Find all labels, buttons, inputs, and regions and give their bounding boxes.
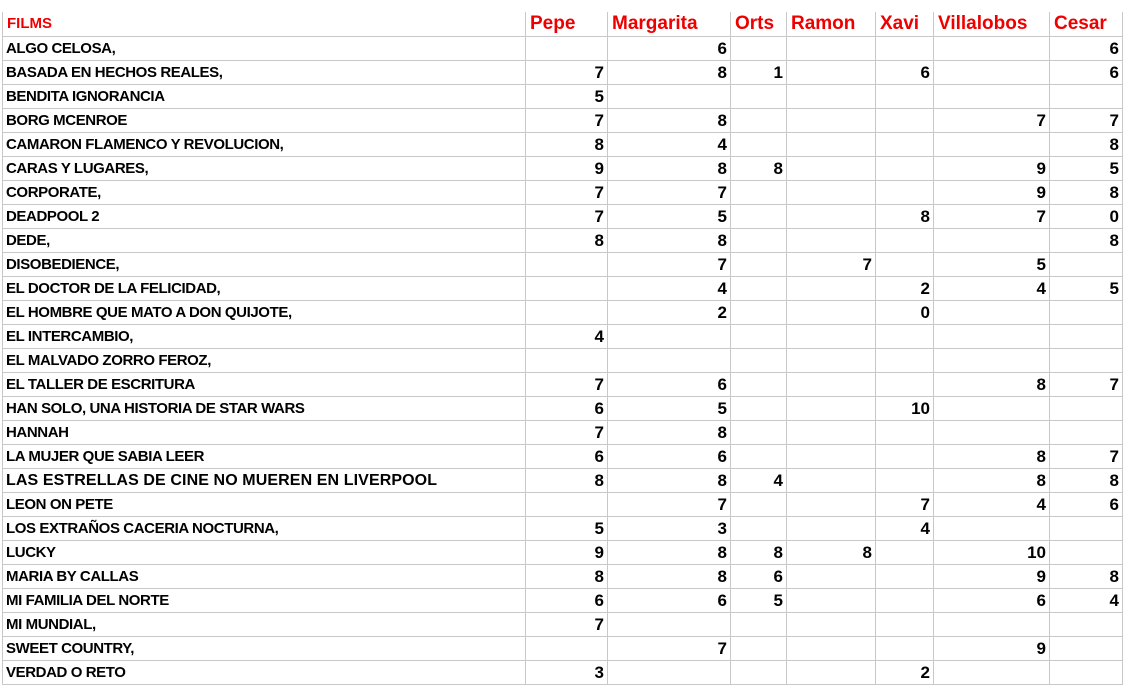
rating-cell[interactable]	[876, 445, 934, 469]
rating-cell[interactable]: 3	[608, 517, 731, 541]
rating-cell[interactable]	[787, 133, 876, 157]
rating-cell[interactable]: 8	[731, 541, 787, 565]
rating-cell[interactable]	[787, 349, 876, 373]
rating-cell[interactable]	[787, 421, 876, 445]
table-row	[3, 277, 1123, 301]
rating-cell[interactable]: 8	[1050, 469, 1123, 493]
film-title-cell[interactable]: LA MUJER QUE SABIA LEER	[3, 445, 526, 469]
rating-cell[interactable]: 7	[608, 181, 731, 205]
rating-cell[interactable]	[526, 253, 608, 277]
rating-cell[interactable]	[876, 373, 934, 397]
rating-cell[interactable]	[934, 661, 1050, 685]
rating-cell[interactable]: 6	[526, 589, 608, 613]
rating-cell[interactable]	[731, 613, 787, 637]
film-title-cell[interactable]: CARAS Y LUGARES,	[3, 157, 526, 181]
rating-cell[interactable]	[876, 253, 934, 277]
film-title-cell[interactable]: DEADPOOL 2	[3, 205, 526, 229]
film-title-cell[interactable]: CORPORATE,	[3, 181, 526, 205]
rating-cell[interactable]	[731, 517, 787, 541]
rating-cell[interactable]	[934, 133, 1050, 157]
rating-cell[interactable]	[731, 445, 787, 469]
table-row	[3, 205, 1123, 229]
rating-cell[interactable]	[731, 277, 787, 301]
rating-cell[interactable]	[876, 325, 934, 349]
rating-cell[interactable]: 6	[608, 373, 731, 397]
rating-cell[interactable]	[876, 637, 934, 661]
rating-cell[interactable]	[934, 301, 1050, 325]
rating-cell[interactable]	[876, 349, 934, 373]
table-row	[3, 253, 1123, 277]
table-row	[3, 349, 1123, 373]
rating-cell[interactable]	[731, 85, 787, 109]
rating-cell[interactable]: 7	[934, 109, 1050, 133]
table-row	[3, 397, 1123, 421]
rating-cell[interactable]	[731, 229, 787, 253]
table-row	[3, 37, 1123, 61]
rating-cell[interactable]	[1050, 421, 1123, 445]
rating-cell[interactable]	[608, 325, 731, 349]
rating-cell[interactable]	[787, 589, 876, 613]
rating-cell[interactable]: 3	[526, 661, 608, 685]
rating-cell[interactable]	[876, 85, 934, 109]
rating-cell[interactable]	[876, 565, 934, 589]
rating-cell[interactable]	[787, 397, 876, 421]
rating-cell[interactable]: 7	[934, 205, 1050, 229]
rating-cell[interactable]: 0	[1050, 205, 1123, 229]
table-row	[3, 373, 1123, 397]
rating-cell[interactable]	[787, 517, 876, 541]
rating-cell[interactable]: 8	[608, 229, 731, 253]
rating-cell[interactable]	[787, 205, 876, 229]
rating-cell[interactable]: 8	[934, 373, 1050, 397]
rating-cell[interactable]: 8	[934, 469, 1050, 493]
rating-cell[interactable]: 4	[934, 493, 1050, 517]
table-row	[3, 445, 1123, 469]
rating-cell[interactable]: 8	[608, 109, 731, 133]
rating-cell[interactable]	[787, 325, 876, 349]
table-row	[3, 421, 1123, 445]
rating-cell[interactable]	[787, 637, 876, 661]
rating-cell[interactable]	[934, 229, 1050, 253]
rating-cell[interactable]: 9	[526, 157, 608, 181]
rating-cell[interactable]: 9	[934, 637, 1050, 661]
rating-cell[interactable]	[787, 493, 876, 517]
film-title-cell[interactable]: EL INTERCAMBIO,	[3, 325, 526, 349]
rating-cell[interactable]: 6	[608, 445, 731, 469]
header-reviewer[interactable]: Pepe	[526, 12, 608, 37]
rating-cell[interactable]: 8	[1050, 565, 1123, 589]
rating-cell[interactable]: 6	[608, 37, 731, 61]
rating-cell[interactable]: 4	[526, 325, 608, 349]
rating-cell[interactable]	[934, 517, 1050, 541]
rating-cell[interactable]: 7	[526, 205, 608, 229]
film-title-cell[interactable]: MI FAMILIA DEL NORTE	[3, 589, 526, 613]
rating-cell[interactable]: 4	[608, 133, 731, 157]
table-row	[3, 541, 1123, 565]
rating-cell[interactable]: 2	[608, 301, 731, 325]
table-row	[3, 589, 1123, 613]
rating-cell[interactable]: 6	[1050, 493, 1123, 517]
rating-cell[interactable]: 8	[731, 157, 787, 181]
rating-cell[interactable]: 10	[876, 397, 934, 421]
rating-cell[interactable]	[876, 181, 934, 205]
rating-cell[interactable]	[526, 301, 608, 325]
rating-cell[interactable]: 5	[934, 253, 1050, 277]
table-row	[3, 613, 1123, 637]
rating-cell[interactable]: 8	[526, 565, 608, 589]
film-title-cell[interactable]: BORG MCENROE	[3, 109, 526, 133]
rating-cell[interactable]	[608, 349, 731, 373]
film-title-cell[interactable]: EL HOMBRE QUE MATO A DON QUIJOTE,	[3, 301, 526, 325]
rating-cell[interactable]	[876, 421, 934, 445]
rating-cell[interactable]: 4	[1050, 589, 1123, 613]
rating-cell[interactable]	[1050, 301, 1123, 325]
rating-cell[interactable]: 4	[731, 469, 787, 493]
rating-cell[interactable]: 8	[526, 133, 608, 157]
rating-cell[interactable]	[876, 589, 934, 613]
rating-cell[interactable]	[1050, 637, 1123, 661]
table-row	[3, 325, 1123, 349]
rating-cell[interactable]: 8	[526, 469, 608, 493]
rating-cell[interactable]: 6	[1050, 37, 1123, 61]
rating-cell[interactable]	[934, 349, 1050, 373]
rating-cell[interactable]: 8	[608, 157, 731, 181]
rating-cell[interactable]: 7	[1050, 109, 1123, 133]
film-title-cell[interactable]: SWEET COUNTRY,	[3, 637, 526, 661]
film-title-cell[interactable]: EL DOCTOR DE LA FELICIDAD,	[3, 277, 526, 301]
rating-cell[interactable]	[787, 61, 876, 85]
rating-cell[interactable]: 9	[934, 157, 1050, 181]
rating-cell[interactable]	[787, 157, 876, 181]
ratings-table	[2, 12, 1123, 685]
rating-cell[interactable]: 7	[1050, 445, 1123, 469]
rating-cell[interactable]: 0	[876, 301, 934, 325]
rating-cell[interactable]	[731, 181, 787, 205]
rating-cell[interactable]	[1050, 541, 1123, 565]
film-title-cell[interactable]: LAS ESTRELLAS DE CINE NO MUEREN EN LIVERPOOL	[3, 469, 526, 493]
rating-cell[interactable]: 8	[1050, 133, 1123, 157]
rating-cell[interactable]	[934, 613, 1050, 637]
rating-cell[interactable]	[787, 445, 876, 469]
rating-cell[interactable]	[526, 37, 608, 61]
rating-cell[interactable]: 5	[1050, 157, 1123, 181]
rating-cell[interactable]	[731, 205, 787, 229]
rating-cell[interactable]	[876, 37, 934, 61]
rating-cell[interactable]	[731, 37, 787, 61]
table-row	[3, 637, 1123, 661]
rating-cell[interactable]: 5	[1050, 277, 1123, 301]
table-row	[3, 85, 1123, 109]
rating-cell[interactable]	[787, 373, 876, 397]
rating-cell[interactable]	[787, 37, 876, 61]
rating-cell[interactable]: 2	[876, 661, 934, 685]
rating-cell[interactable]: 6	[1050, 61, 1123, 85]
table-row	[3, 109, 1123, 133]
rating-cell[interactable]: 10	[934, 541, 1050, 565]
rating-cell[interactable]: 1	[731, 61, 787, 85]
rating-cell[interactable]: 6	[731, 565, 787, 589]
rating-cell[interactable]: 8	[526, 229, 608, 253]
rating-cell[interactable]	[731, 109, 787, 133]
rating-cell[interactable]	[1050, 613, 1123, 637]
rating-cell[interactable]: 6	[526, 445, 608, 469]
rating-cell[interactable]	[526, 637, 608, 661]
film-title-cell[interactable]: MARIA BY CALLAS	[3, 565, 526, 589]
rating-cell[interactable]: 9	[934, 181, 1050, 205]
rating-cell[interactable]: 6	[526, 397, 608, 421]
rating-cell[interactable]: 7	[1050, 373, 1123, 397]
rating-cell[interactable]: 7	[526, 613, 608, 637]
rating-cell[interactable]: 4	[876, 517, 934, 541]
rating-cell[interactable]	[876, 469, 934, 493]
rating-cell[interactable]: 8	[787, 541, 876, 565]
rating-cell[interactable]: 6	[934, 589, 1050, 613]
rating-cell[interactable]	[608, 661, 731, 685]
rating-cell[interactable]	[876, 541, 934, 565]
rating-cell[interactable]: 5	[608, 397, 731, 421]
rating-cell[interactable]	[608, 85, 731, 109]
rating-cell[interactable]	[1050, 661, 1123, 685]
rating-cell[interactable]: 8	[608, 469, 731, 493]
rating-cell[interactable]: 8	[876, 205, 934, 229]
rating-cell[interactable]: 4	[934, 277, 1050, 301]
header-reviewer[interactable]: Ramon	[787, 12, 876, 37]
rating-cell[interactable]	[731, 661, 787, 685]
rating-cell[interactable]: 7	[526, 109, 608, 133]
rating-cell[interactable]	[787, 613, 876, 637]
rating-cell[interactable]	[526, 493, 608, 517]
rating-cell[interactable]	[731, 637, 787, 661]
rating-cell[interactable]: 7	[526, 373, 608, 397]
film-title-cell[interactable]: LEON ON PETE	[3, 493, 526, 517]
rating-cell[interactable]	[1050, 325, 1123, 349]
rating-cell[interactable]: 5	[526, 85, 608, 109]
film-title-cell[interactable]: LUCKY	[3, 541, 526, 565]
rating-cell[interactable]	[934, 397, 1050, 421]
table-row	[3, 61, 1123, 85]
rating-cell[interactable]	[876, 613, 934, 637]
rating-cell[interactable]: 7	[876, 493, 934, 517]
rating-cell[interactable]: 8	[934, 445, 1050, 469]
rating-cell[interactable]: 5	[731, 589, 787, 613]
rating-cell[interactable]	[876, 157, 934, 181]
rating-cell[interactable]: 8	[1050, 181, 1123, 205]
rating-cell[interactable]	[787, 661, 876, 685]
film-title-cell[interactable]: BENDITA IGNORANCIA	[3, 85, 526, 109]
rating-cell[interactable]: 6	[608, 589, 731, 613]
rating-cell[interactable]: 9	[526, 541, 608, 565]
film-title-cell[interactable]: CAMARON FLAMENCO Y REVOLUCION,	[3, 133, 526, 157]
table-row	[3, 661, 1123, 685]
rating-cell[interactable]	[731, 421, 787, 445]
header-reviewer[interactable]: Villalobos	[934, 12, 1050, 37]
table-row	[3, 493, 1123, 517]
header-reviewer[interactable]: Margarita	[608, 12, 731, 37]
rating-cell[interactable]	[731, 397, 787, 421]
film-title-cell[interactable]: ALGO CELOSA,	[3, 37, 526, 61]
rating-cell[interactable]	[934, 61, 1050, 85]
rating-cell[interactable]: 2	[876, 277, 934, 301]
header-row	[3, 12, 1123, 37]
film-title-cell[interactable]: EL MALVADO ZORRO FEROZ,	[3, 349, 526, 373]
rating-cell[interactable]	[731, 373, 787, 397]
rating-cell[interactable]: 7	[787, 253, 876, 277]
header-reviewer[interactable]: Orts	[731, 12, 787, 37]
film-title-cell[interactable]: DISOBEDIENCE,	[3, 253, 526, 277]
rating-cell[interactable]: 7	[526, 421, 608, 445]
rating-cell[interactable]	[1050, 349, 1123, 373]
header-films[interactable]: FILMS	[3, 12, 526, 37]
film-title-cell[interactable]: VERDAD O RETO	[3, 661, 526, 685]
rating-cell[interactable]	[934, 85, 1050, 109]
rating-cell[interactable]	[787, 565, 876, 589]
rating-cell[interactable]	[787, 469, 876, 493]
rating-cell[interactable]	[526, 349, 608, 373]
rating-cell[interactable]: 8	[608, 61, 731, 85]
rating-cell[interactable]	[1050, 517, 1123, 541]
rating-cell[interactable]	[731, 493, 787, 517]
rating-cell[interactable]: 8	[608, 421, 731, 445]
rating-cell[interactable]	[731, 253, 787, 277]
table-row	[3, 229, 1123, 253]
rating-cell[interactable]	[731, 349, 787, 373]
rating-cell[interactable]	[731, 325, 787, 349]
film-title-cell[interactable]: LOS EXTRAÑOS CACERIA NOCTURNA,	[3, 517, 526, 541]
table-row	[3, 469, 1123, 493]
film-title-cell[interactable]: HANNAH	[3, 421, 526, 445]
table-row	[3, 565, 1123, 589]
table-row	[3, 133, 1123, 157]
table-row	[3, 301, 1123, 325]
rating-cell[interactable]: 7	[526, 181, 608, 205]
rating-cell[interactable]: 8	[608, 565, 731, 589]
rating-cell[interactable]: 7	[608, 493, 731, 517]
film-title-cell[interactable]: BASADA EN HECHOS REALES,	[3, 61, 526, 85]
rating-cell[interactable]	[876, 133, 934, 157]
rating-cell[interactable]	[787, 85, 876, 109]
rating-cell[interactable]: 9	[934, 565, 1050, 589]
rating-cell[interactable]	[787, 109, 876, 133]
rating-cell[interactable]: 8	[608, 541, 731, 565]
rating-cell[interactable]: 5	[608, 205, 731, 229]
rating-cell[interactable]: 7	[608, 637, 731, 661]
rating-cell[interactable]	[876, 229, 934, 253]
rating-cell[interactable]: 8	[1050, 229, 1123, 253]
rating-cell[interactable]	[934, 421, 1050, 445]
rating-cell[interactable]	[934, 37, 1050, 61]
rating-cell[interactable]	[1050, 253, 1123, 277]
rating-cell[interactable]	[934, 325, 1050, 349]
rating-cell[interactable]: 7	[608, 253, 731, 277]
header-reviewer[interactable]: Xavi	[876, 12, 934, 37]
film-title-cell[interactable]: DEDE,	[3, 229, 526, 253]
film-title-cell[interactable]: EL TALLER DE ESCRITURA	[3, 373, 526, 397]
film-title-cell[interactable]: MI MUNDIAL,	[3, 613, 526, 637]
table-row	[3, 181, 1123, 205]
table-row	[3, 157, 1123, 181]
table-row	[3, 517, 1123, 541]
rating-cell[interactable]	[1050, 397, 1123, 421]
rating-cell[interactable]	[731, 301, 787, 325]
header-reviewer[interactable]: Cesar	[1050, 12, 1123, 37]
rating-cell[interactable]	[731, 133, 787, 157]
rating-cell[interactable]	[787, 277, 876, 301]
rating-cell[interactable]	[787, 181, 876, 205]
rating-cell[interactable]: 4	[608, 277, 731, 301]
rating-cell[interactable]: 7	[526, 61, 608, 85]
rating-cell[interactable]: 6	[876, 61, 934, 85]
rating-cell[interactable]: 5	[526, 517, 608, 541]
rating-cell[interactable]	[787, 301, 876, 325]
rating-cell[interactable]	[526, 277, 608, 301]
rating-cell[interactable]	[876, 109, 934, 133]
rating-cell[interactable]	[608, 613, 731, 637]
rating-cell[interactable]	[1050, 85, 1123, 109]
rating-cell[interactable]	[787, 229, 876, 253]
film-title-cell[interactable]: HAN SOLO, UNA HISTORIA DE STAR WARS	[3, 397, 526, 421]
